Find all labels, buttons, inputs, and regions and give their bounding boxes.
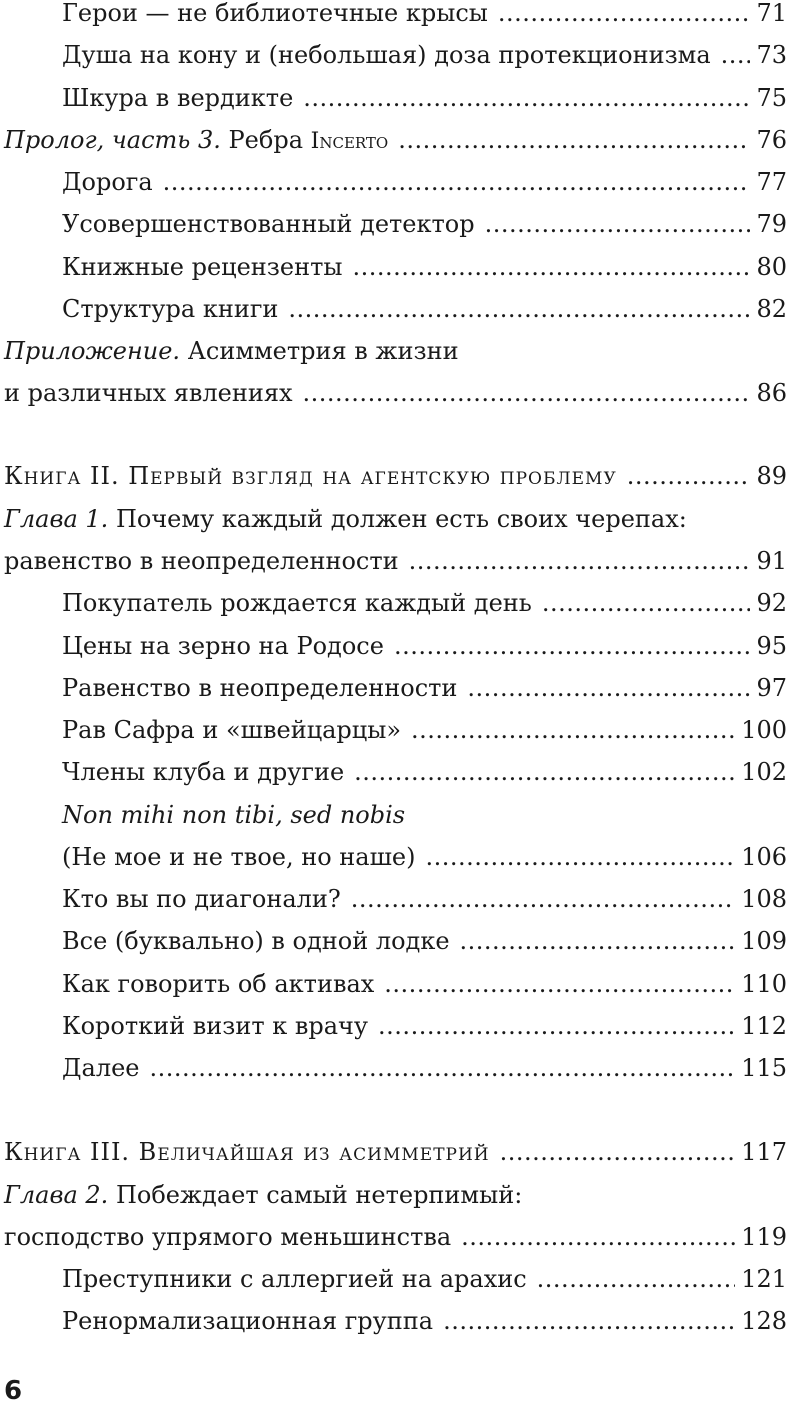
dot-leader: [378, 1005, 735, 1047]
dot-leader: [303, 372, 751, 414]
toc-entry-title: [62, 878, 341, 920]
toc-page-number: 109: [741, 927, 787, 955]
toc-entry-title: [4, 455, 617, 497]
toc-entry: [62, 794, 787, 836]
toc-entry: [62, 582, 787, 624]
toc-entry-text: Преступники с аллергией на арахис: [62, 1265, 527, 1293]
toc-entry-text: Книжные рецензенты: [62, 253, 343, 281]
toc-entry-text: Ренормализационная группа: [62, 1307, 434, 1335]
toc-entry: [62, 1047, 787, 1089]
dot-leader: [460, 920, 736, 962]
toc-entry: [4, 330, 787, 372]
dot-leader: [443, 1300, 735, 1342]
toc-page-number: 79: [756, 210, 787, 238]
toc-entry: [4, 540, 787, 582]
toc-entry-text: Кто вы по диагонали?: [62, 885, 341, 913]
toc-entry-title: [62, 1300, 433, 1342]
dot-leader: [163, 161, 751, 203]
toc-entry-title: [4, 540, 399, 582]
toc-entry-title: [4, 330, 459, 372]
toc-entry: [4, 498, 787, 540]
toc-page-number: 89: [756, 462, 787, 490]
toc-entry-title: [62, 203, 475, 245]
toc-entry-text: Как говорить об активах: [62, 970, 375, 998]
toc-entry: [62, 625, 787, 667]
dot-leader: [542, 582, 751, 624]
toc-entry-title: [4, 1216, 451, 1258]
toc-entry-title: [62, 246, 342, 288]
toc-entry: [62, 246, 787, 288]
toc-page-number: 75: [756, 84, 787, 112]
dot-leader: [351, 878, 735, 920]
toc-entry: [4, 372, 787, 414]
toc-entry-text: Покупатель рождается каждый день: [62, 589, 532, 617]
toc-entry: [62, 878, 787, 920]
toc-book-heading: [4, 455, 787, 497]
toc-page-number: 82: [756, 295, 787, 323]
toc-entry-title: [62, 920, 450, 962]
toc-entry-title: [62, 34, 711, 76]
toc-entry-italic-label: Приложение.: [4, 337, 181, 365]
toc-page-number: 97: [756, 674, 787, 702]
toc-entry: [62, 203, 787, 245]
dot-leader: [485, 203, 751, 245]
dot-leader: [149, 1047, 735, 1089]
toc-page-number: 91: [756, 547, 787, 575]
toc-entry-text: Все (буквально) в одной лодке: [62, 927, 450, 955]
toc-page-number: 121: [741, 1265, 787, 1293]
toc-entry-text: Побеждает самый нетерпимый:: [115, 1181, 523, 1209]
toc-entry-title: [62, 751, 344, 793]
toc-entry-title: [62, 1047, 139, 1089]
toc-entry-title: [4, 1174, 522, 1216]
toc-entry-title: [62, 77, 293, 119]
toc-entry: [62, 751, 787, 793]
toc-entry-title: [62, 709, 401, 751]
toc-page-number: 92: [756, 589, 787, 617]
toc-entry: [4, 1174, 787, 1216]
toc-entry-text: Почему каждый должен есть своих черепах:: [115, 505, 687, 533]
dot-leader: [409, 540, 751, 582]
dot-leader: [500, 1131, 736, 1173]
toc-entry-text: Асимметрия в жизни: [187, 337, 459, 365]
toc-entry-italic-label: Глава 2.: [4, 1181, 109, 1209]
dot-leader: [303, 77, 750, 119]
toc-entry-title: [4, 372, 293, 414]
toc-entry-text: Шкура в вердикте: [62, 84, 294, 112]
toc-page-number: 86: [756, 379, 787, 407]
toc-entry-text: Рав Сафра и «швейцарцы»: [62, 716, 402, 744]
toc-entry: [62, 161, 787, 203]
dot-leader: [537, 1258, 736, 1300]
toc-entry-text: Цены на зерно на Родосе: [62, 632, 384, 660]
toc-entry-title: [62, 625, 384, 667]
toc-entry-title: [4, 1131, 490, 1173]
toc-entry-title: [62, 1258, 527, 1300]
toc-entry-text: господство упрямого меньшинства: [4, 1223, 452, 1251]
dot-leader: [411, 709, 735, 751]
toc-page-number: 71: [756, 0, 787, 27]
toc-page-number: 119: [741, 1223, 787, 1251]
dot-leader: [627, 455, 751, 497]
toc-entry-title: [62, 794, 405, 836]
dot-leader: [425, 836, 735, 878]
toc-entry-text: Дорога: [62, 168, 153, 196]
toc-entry-text: Ребра: [228, 126, 304, 154]
dot-leader: [354, 751, 735, 793]
toc-entry-text: Душа на кону и (небольшая) доза протекционизма: [62, 41, 711, 69]
toc-entry-title: [62, 963, 374, 1005]
dot-leader: [288, 288, 750, 330]
toc-entry-title: [4, 119, 388, 163]
toc-entry: [62, 34, 787, 76]
dot-leader: [394, 625, 751, 667]
toc-page-number: 110: [741, 970, 787, 998]
toc-page-number: 100: [741, 716, 787, 744]
toc-entry-italic-label: Пролог, часть 3.: [4, 126, 221, 154]
toc-entry-title: [62, 582, 532, 624]
dot-leader: [467, 667, 750, 709]
toc-entry: [4, 119, 787, 161]
toc-page-number: 76: [756, 126, 787, 154]
toc-entry: [62, 77, 787, 119]
toc-entry-title: [62, 667, 457, 709]
toc-entry: [62, 1258, 787, 1300]
toc-entry: [62, 709, 787, 751]
toc-page-number: 95: [756, 632, 787, 660]
toc-entry-text: Короткий визит к врачу: [62, 1012, 369, 1040]
toc-entry-text: и различных явлениях: [4, 379, 293, 407]
toc-page-number: 117: [741, 1138, 787, 1166]
toc-page-number: 112: [741, 1012, 787, 1040]
toc-entry: [4, 1216, 787, 1258]
toc-entry-title: [62, 0, 488, 34]
toc-entry: [62, 667, 787, 709]
dot-leader: [398, 119, 750, 161]
toc-entry-title: [62, 836, 415, 878]
toc-page-number: 128: [741, 1307, 787, 1335]
dot-leader: [384, 963, 735, 1005]
toc-entry-title: [62, 161, 153, 203]
toc-entry-text: равенство в неопределенности: [4, 547, 399, 575]
toc-page-number: 77: [756, 168, 787, 196]
dot-leader: [461, 1216, 735, 1258]
toc-entry-text: Книга III. Величайшая из асимметрий: [4, 1138, 490, 1166]
toc-entry-text: Структура книги: [62, 295, 279, 323]
toc-entry: [62, 963, 787, 1005]
toc-entry: [62, 836, 787, 878]
toc-entry: [62, 1005, 787, 1047]
toc-entry-text: Далее: [62, 1054, 140, 1082]
toc-entry: [62, 288, 787, 330]
toc-entry-italic-label: Non mihi non tibi, sed nobis: [62, 801, 406, 829]
toc-page-number: 80: [756, 253, 787, 281]
toc-entry: [62, 0, 787, 34]
toc-entry-text: Равенство в неопределенности: [62, 674, 458, 702]
dot-leader: [721, 34, 751, 76]
toc-entry-italic-label: Глава 1.: [4, 505, 109, 533]
toc-entry: [62, 920, 787, 962]
toc-entry-title: [62, 288, 278, 330]
toc-book-heading: [4, 1131, 787, 1173]
toc-page-number: 73: [756, 41, 787, 69]
toc-entry-text: Герои — не библиотечные крысы: [62, 0, 488, 27]
toc-page-number: 115: [741, 1054, 787, 1082]
toc-entry-text: Члены клуба и другие: [62, 758, 345, 786]
toc-entry-text: (Не мое и не твое, но наше): [62, 843, 416, 871]
toc-entry-text: Книга II. Первый взгляд на агентскую проблему: [4, 462, 617, 490]
toc-entry-title: [62, 1005, 368, 1047]
dot-leader: [498, 0, 751, 34]
toc-entry-text: Усовершенствованный детектор: [62, 210, 475, 238]
toc-entry: [62, 1300, 787, 1342]
dot-leader: [352, 246, 750, 288]
page-number: 6: [4, 1376, 23, 1406]
toc-page-number: 102: [741, 758, 787, 786]
toc-page-number: 106: [741, 843, 787, 871]
toc-entry-smallcaps: Incerto: [310, 129, 389, 154]
toc-page-number: 108: [741, 885, 787, 913]
toc-entry-title: [4, 498, 687, 540]
